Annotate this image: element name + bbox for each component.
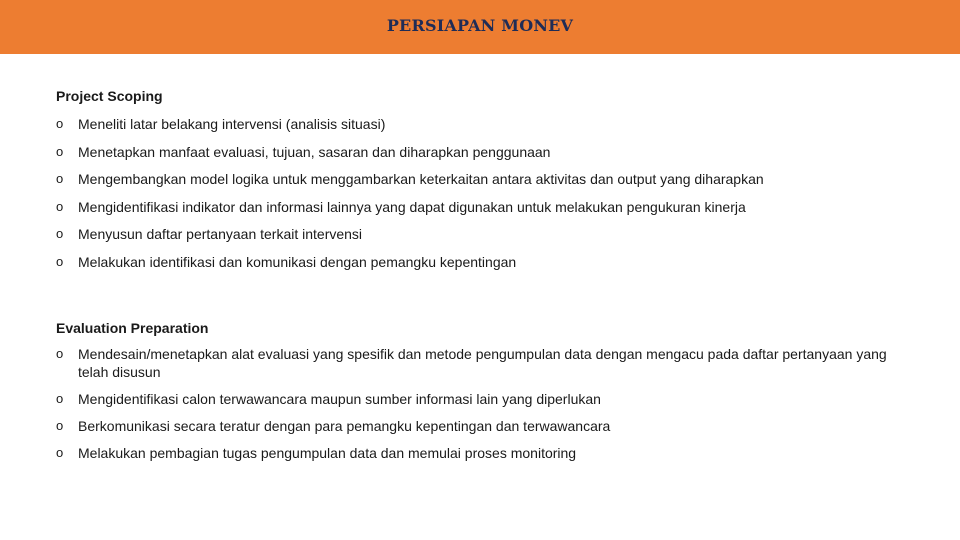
list-item-text: Mengidentifikasi indikator dan informasi lainnya yang dapat digunakan untuk melakukan pengukuran kinerja xyxy=(78,198,746,215)
list-item-text: Menyusun daftar pertanyaan terkait intervensi xyxy=(78,226,363,242)
bullet-circle-icon: o xyxy=(56,143,64,159)
bullet-circle-icon: o xyxy=(56,116,64,131)
section-project-scoping xyxy=(56,87,926,280)
list-item xyxy=(56,198,926,226)
list-item xyxy=(56,390,926,408)
section-evaluation-preparation xyxy=(56,319,926,471)
bullet-circle-icon: o xyxy=(56,253,64,269)
list-item xyxy=(56,417,926,435)
list-item-text: Berkomunikasi secara teratur dengan para pemangku kepentingan dan terwawancara xyxy=(78,418,611,434)
bullet-circle-icon: o xyxy=(56,171,64,186)
bullet-circle-icon: o xyxy=(56,226,64,241)
bullet-circle-icon: o xyxy=(56,445,64,460)
slide-title: PERSIAPAN MONEV xyxy=(386,16,574,35)
bullet-circle-icon: o xyxy=(56,391,64,406)
list-item-text: Melakukan identifikasi dan komunikasi dengan pemangku kepentingan xyxy=(78,253,517,270)
bullet-circle-icon: o xyxy=(56,418,64,433)
list-item xyxy=(56,170,926,198)
list-item-text: Meneliti latar belakang intervensi (analisis situasi) xyxy=(78,116,386,132)
list-item-text: Mengidentifikasi calon terwawancara maupun sumber informasi lain yang diperlukan xyxy=(78,391,601,407)
list-item-text: Mengembangkan model logika untuk menggambarkan keterkaitan antara aktivitas dan output yang diharapkan xyxy=(78,171,764,187)
bullet-list xyxy=(56,345,926,462)
list-item-text: Melakukan pembagian tugas pengumpulan data dan memulai proses monitoring xyxy=(78,445,577,461)
list-item xyxy=(56,225,926,253)
bullet-circle-icon: o xyxy=(56,198,64,214)
list-item-text: Menetapkan manfaat evaluasi, tujuan, sasaran dan diharapkan penggunaan xyxy=(78,143,551,160)
list-item xyxy=(56,115,926,143)
bullet-list xyxy=(56,115,926,280)
section-heading: Project Scoping xyxy=(56,88,163,104)
bullet-circle-icon: o xyxy=(56,346,64,361)
list-item-text: Mendesain/menetapkan alat evaluasi yang spesifik dan metode pengumpulan data dengan mengacu pada daftar pertanyaan yang telah disusun xyxy=(78,346,887,380)
list-item xyxy=(56,143,926,171)
list-item xyxy=(56,253,926,281)
list-item xyxy=(56,444,926,462)
section-heading: Evaluation Preparation xyxy=(56,320,209,336)
list-item xyxy=(56,345,926,381)
